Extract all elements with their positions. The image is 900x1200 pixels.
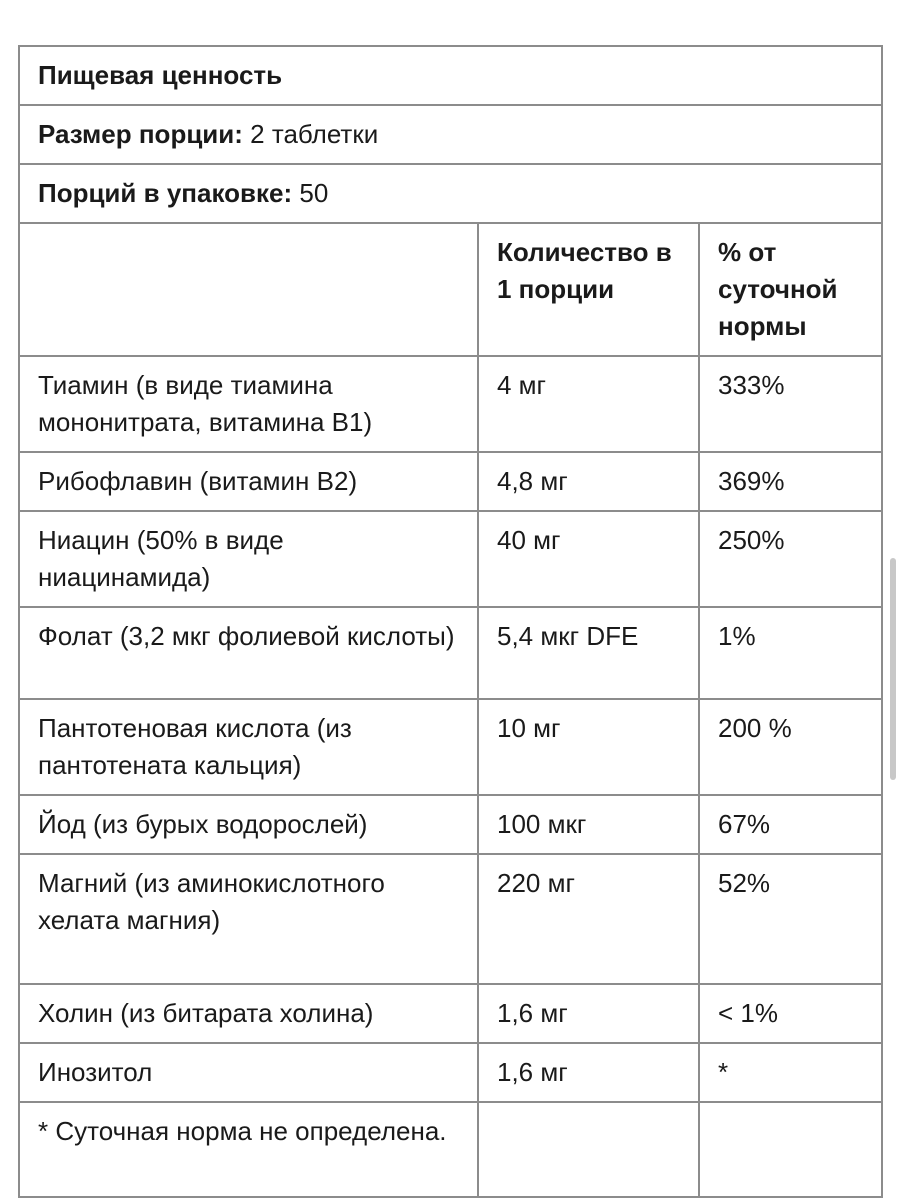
nutrient-row: [19, 511, 882, 607]
nutrient-amount-cell: [478, 607, 699, 699]
nutrient-daily-value-cell: [699, 511, 882, 607]
nutrient-rows: [19, 356, 882, 1102]
nutrient-name: Ниацин (50% в виде ниацинамида): [38, 525, 284, 592]
nutrient-amount-cell: [478, 984, 699, 1043]
nutrient-daily-value: 333%: [718, 370, 785, 400]
nutrient-amount-cell: [478, 699, 699, 795]
nutrient-name-cell: [19, 511, 478, 607]
footnote-empty-amount-cell: [478, 1102, 699, 1197]
facts-title-cell: [19, 46, 882, 105]
nutrient-amount-cell: [478, 356, 699, 452]
nutrient-name: Фолат (3,2 мкг фолиевой кислоты): [38, 621, 455, 651]
footnote-empty-dv-cell: [699, 1102, 882, 1197]
nutrient-name-cell: [19, 854, 478, 984]
nutrient-name-cell: [19, 452, 478, 511]
nutrient-daily-value-cell: [699, 699, 882, 795]
servings-per-container-label: Порций в упаковке:: [38, 178, 293, 208]
nutrient-amount: 1,6 мг: [497, 998, 568, 1028]
nutrient-amount-cell: [478, 452, 699, 511]
nutrient-daily-value-cell: [699, 356, 882, 452]
header-amount-cell: [478, 223, 699, 356]
nutrient-name-cell: [19, 699, 478, 795]
nutrient-daily-value-cell: [699, 854, 882, 984]
nutrient-amount-cell: [478, 1043, 699, 1102]
nutrient-amount-cell: [478, 795, 699, 854]
column-header-row: [19, 223, 882, 356]
nutrient-daily-value: 200 %: [718, 713, 792, 743]
nutrition-facts-panel: [18, 45, 881, 1198]
servings-per-container-row: [19, 164, 882, 223]
nutrient-name: Рибофлавин (витамин B2): [38, 466, 358, 496]
nutrient-amount: 220 мг: [497, 868, 575, 898]
footnote-text: * Суточная норма не определена.: [38, 1116, 447, 1146]
nutrient-row: [19, 452, 882, 511]
nutrient-name: Йод (из бурых водорослей): [38, 809, 368, 839]
nutrient-daily-value: 369%: [718, 466, 785, 496]
amount-column-header: Количество в 1 порции: [497, 237, 672, 304]
serving-size-row: [19, 105, 882, 164]
nutrient-name-cell: [19, 1043, 478, 1102]
nutrient-amount: 4 мг: [497, 370, 547, 400]
nutrient-name-cell: [19, 984, 478, 1043]
nutrient-row: [19, 984, 882, 1043]
nutrient-amount: 4,8 мг: [497, 466, 568, 496]
nutrient-daily-value: < 1%: [718, 998, 778, 1028]
nutrient-daily-value: *: [718, 1057, 729, 1087]
nutrient-name: Инозитол: [38, 1057, 153, 1087]
nutrient-name: Тиамин (в виде тиамина мононитрата, витамина B1): [38, 370, 373, 437]
servings-per-container-cell: [19, 164, 882, 223]
nutrition-facts-table: [18, 45, 883, 1198]
nutrient-name: Магний (из аминокислотного хелата магния): [38, 868, 385, 935]
nutrient-amount: 10 мг: [497, 713, 561, 743]
nutrient-daily-value-cell: [699, 795, 882, 854]
footnote-row: [19, 1102, 882, 1197]
daily-value-column-header: % от суточной нормы: [718, 237, 838, 341]
footnote-cell: [19, 1102, 478, 1197]
serving-size-value: 2 таблетки: [250, 119, 379, 149]
nutrient-name-cell: [19, 795, 478, 854]
nutrient-amount: 1,6 мг: [497, 1057, 568, 1087]
nutrient-daily-value-cell: [699, 607, 882, 699]
nutrient-daily-value: 67%: [718, 809, 771, 839]
nutrient-amount: 100 мкг: [497, 809, 587, 839]
nutrient-daily-value: 250%: [718, 525, 785, 555]
vertical-scrollbar[interactable]: [890, 558, 896, 780]
nutrient-row: [19, 356, 882, 452]
title-row: [19, 46, 882, 105]
nutrient-amount-cell: [478, 854, 699, 984]
servings-per-container-value: 50: [299, 178, 329, 208]
nutrient-daily-value: 1%: [718, 621, 756, 651]
serving-size-label: Размер порции:: [38, 119, 243, 149]
nutrient-row: [19, 1043, 882, 1102]
header-empty-cell: [19, 223, 478, 356]
nutrient-row: [19, 607, 882, 699]
nutrient-name-cell: [19, 607, 478, 699]
nutrient-daily-value-cell: [699, 452, 882, 511]
nutrient-daily-value: 52%: [718, 868, 771, 898]
nutrient-amount: 40 мг: [497, 525, 561, 555]
nutrient-daily-value-cell: [699, 1043, 882, 1102]
nutrient-name: Пантотеновая кислота (из пантотената кальция): [38, 713, 352, 780]
nutrient-row: [19, 854, 882, 984]
nutrient-row: [19, 795, 882, 854]
nutrient-amount: 5,4 мкг DFE: [497, 621, 639, 651]
nutrient-row: [19, 699, 882, 795]
serving-size-cell: [19, 105, 882, 164]
nutrient-daily-value-cell: [699, 984, 882, 1043]
nutrient-name: Холин (из битарата холина): [38, 998, 374, 1028]
nutrient-amount-cell: [478, 511, 699, 607]
header-dv-cell: [699, 223, 882, 356]
facts-title: Пищевая ценность: [38, 60, 283, 90]
nutrient-name-cell: [19, 356, 478, 452]
